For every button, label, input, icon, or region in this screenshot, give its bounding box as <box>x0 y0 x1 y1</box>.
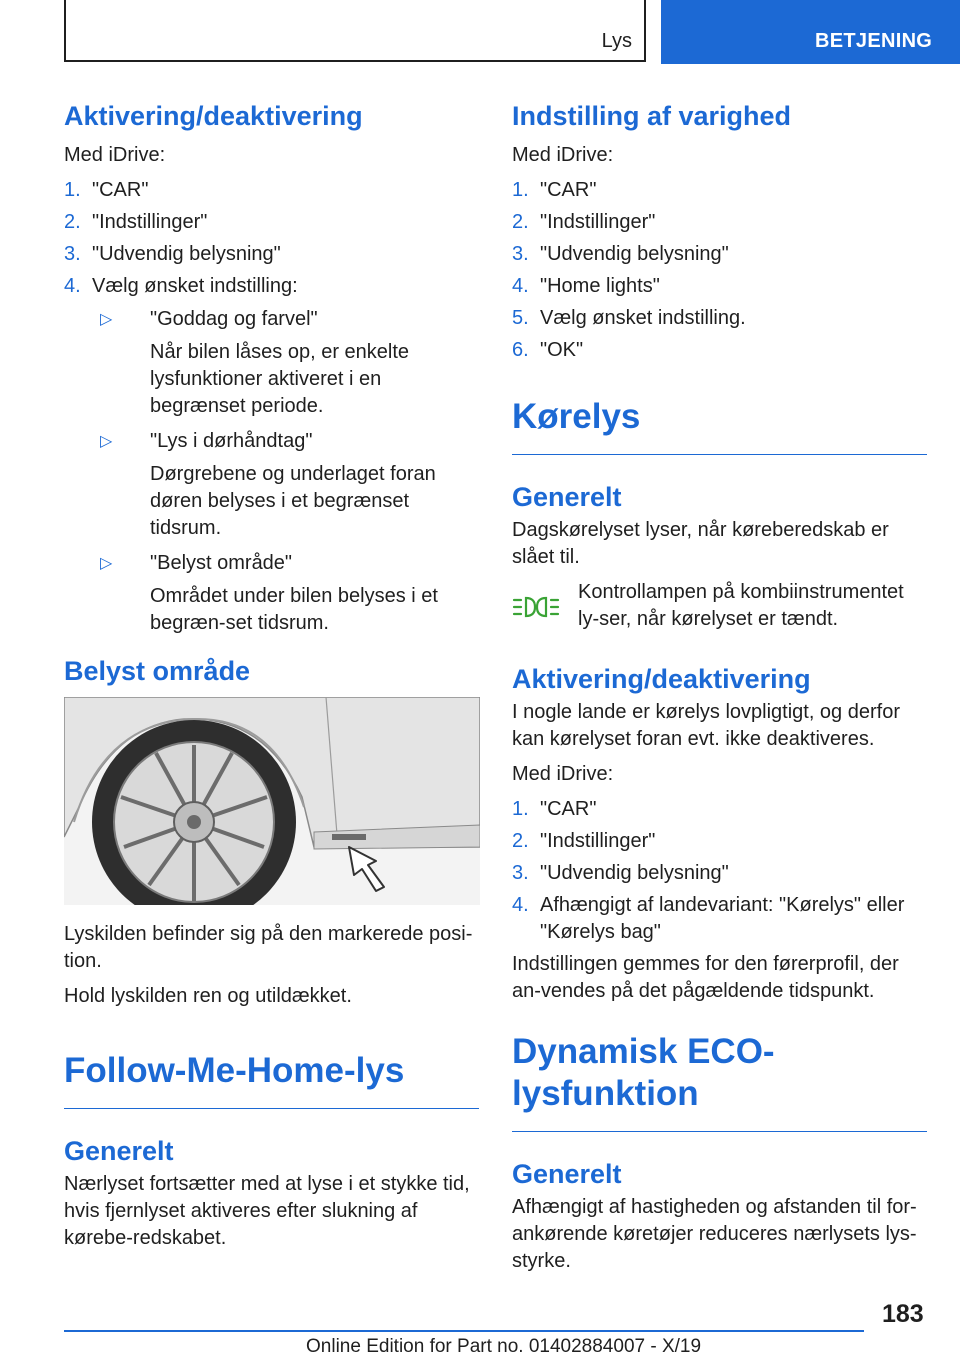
list-item: 5. Vælg ønsket indstilling. <box>512 307 746 329</box>
follow-me-text: Nærlyset fortsætter med at lyse i et stykke tid, hvis fjernlyset aktiveres efter slukning af kørebe-redskabet. <box>64 1173 470 1249</box>
list-item: 4. "Home lights" <box>512 275 660 297</box>
subheading-general: Generelt <box>512 482 622 512</box>
steps-list <box>64 177 479 637</box>
options-list <box>92 306 479 637</box>
list-item: 4. Afhængigt af landevariant: "Kørelys" eller "Kørelys bag" <box>512 894 905 943</box>
heading-daytime-lights: Kørelys <box>512 396 927 455</box>
list-item: 6. "OK" <box>512 339 584 361</box>
eco-text: Afhængigt af hastigheden og afstanden til for-ankørende køretøjer reduceres nærlysets lys-styrke. <box>512 1196 917 1272</box>
indicator-note <box>512 579 927 633</box>
heading-activation: Aktivering/deaktivering <box>512 664 811 694</box>
heading-eco-light: Dynamisk ECO-lysfunktion <box>512 1031 927 1132</box>
list-item: 4. Vælg ønsket indstilling: ▷ "Goddag og farvel" Når bilen låses op, er enkelte lysfunktioner aktiveret i en begrænset periode. ▷ "Lys i dørhåndtag" Dørgrebene og underlaget foran døren belyses i et begrænset tidsrum. ▷ "Belyst område" Området under bilen belyses i et begræn-set tidsrum. <box>64 273 479 637</box>
list-item: 2. "Indstillinger" <box>64 211 208 233</box>
subheading-general: Generelt <box>512 1159 622 1189</box>
triangle-right-icon: ▷ <box>100 433 113 450</box>
daytime-text: Dagskørelyset lyser, når køreberedskab er slået til. <box>512 519 889 568</box>
option-item: ▷ "Belyst område" Området under bilen belyses i et begræn-set tidsrum. <box>100 552 438 634</box>
intro-text: Med iDrive: <box>512 763 614 785</box>
list-item: 2. "Indstillinger" <box>512 211 656 233</box>
list-item: 3. "Udvendig belysning" <box>512 862 729 884</box>
chapter-tab: BETJENING <box>661 0 960 64</box>
footer-divider <box>64 1330 864 1332</box>
heading-follow-me-home: Follow-Me-Home-lys <box>64 1050 479 1109</box>
intro-text: Med iDrive: <box>64 144 166 166</box>
heading-lit-area: Belyst område <box>64 656 251 686</box>
daytime-running-light-icon <box>512 579 578 624</box>
steps-list <box>512 177 927 364</box>
list-item: 2. "Indstillinger" <box>512 830 656 852</box>
intro-text: Med iDrive: <box>512 144 614 166</box>
section-title: Lys <box>601 30 632 52</box>
triangle-right-icon: ▷ <box>100 311 113 328</box>
list-item: 1. "CAR" <box>512 798 597 820</box>
right-column <box>512 100 927 1283</box>
list-item: 1. "CAR" <box>64 179 149 201</box>
heading-duration: Indstilling af varighed <box>512 101 792 131</box>
list-item: 3. "Udvendig belysning" <box>512 243 729 265</box>
edition-text: Online Edition for Part no. 01402884007 - X/19 <box>306 1336 702 1357</box>
profile-text: Indstillingen gemmes for den førerprofil, der an-vendes på det pågældende tidspunkt. <box>512 953 899 1002</box>
clean-text: Hold lyskilden ren og utildækket. <box>64 985 352 1007</box>
subheading-general: Generelt <box>64 1136 174 1166</box>
option-item: ▷ "Goddag og farvel" Når bilen låses op, er enkelte lysfunktioner aktiveret i en begrænset periode. <box>100 308 410 417</box>
car-wheel-illustration <box>64 697 480 905</box>
header-box <box>64 0 646 62</box>
position-text: Lyskilden befinder sig på den markerede posi-tion. <box>64 923 473 972</box>
list-item: 3. "Udvendig belysning" <box>64 243 281 265</box>
page-number: 183 <box>882 1300 924 1328</box>
heading-activation: Aktivering/deaktivering <box>64 101 363 131</box>
steps-list <box>512 796 927 946</box>
left-column <box>64 100 479 1260</box>
indicator-text: Kontrollampen på kombiinstrumentet ly-ser, når kørelyset er tændt. <box>578 581 904 630</box>
list-item: 1. "CAR" <box>512 179 597 201</box>
triangle-right-icon: ▷ <box>100 555 113 572</box>
option-item: ▷ "Lys i dørhåndtag" Dørgrebene og underlaget foran døren belyses i et begrænset tidsrum. <box>100 430 436 539</box>
legal-text: I nogle lande er kørelys lovpligtigt, og derfor kan kørelyset foran evt. ikke deaktiveres. <box>512 701 900 750</box>
